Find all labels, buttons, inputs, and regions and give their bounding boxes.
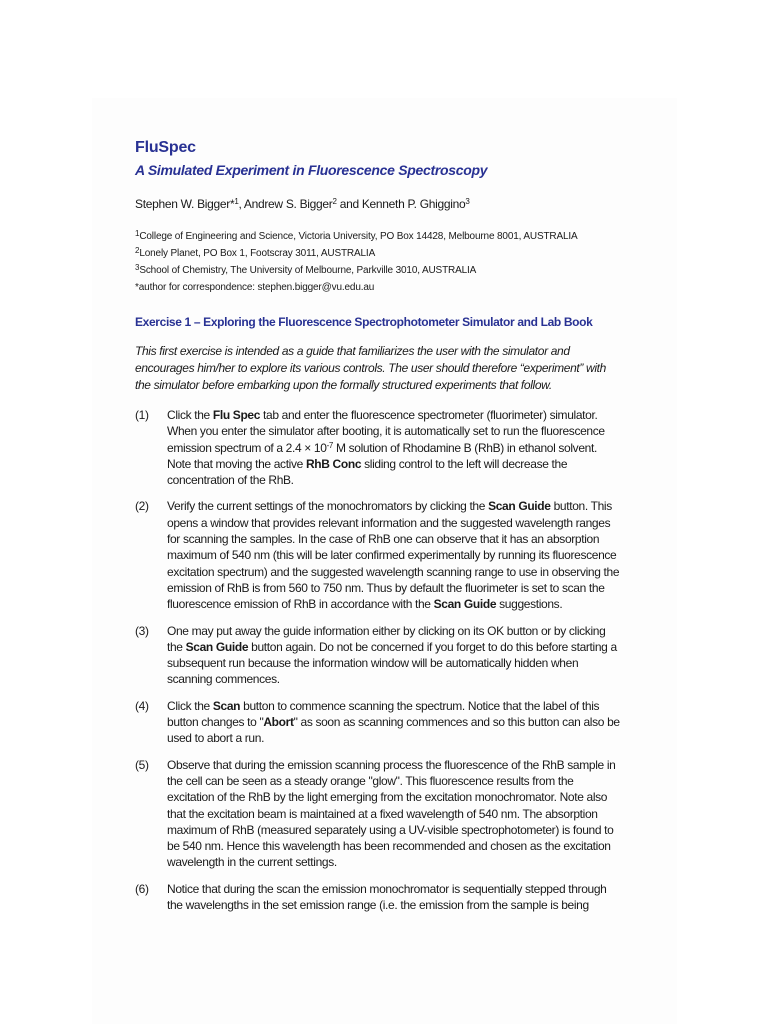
author-line bbox=[135, 196, 620, 212]
item-text: Verify the current settings of the monochromators by clicking the Scan Guide button. This opens a window that provides relevant information and the suggested wavelength ranges for scanning the samples. In the case of RhB one can observe that it has an absorption maximum of 540 nm (this will be later confirmed experimentally by running its fluorescence excitation spectrum) and the suggested wavelength scanning range to use in observing the emission of RhB is from 560 to 750 nm. Thus by default the fluorimeter is set to scan the fluorescence emission of RhB in accordance with the Scan Guide suggestions. bbox=[167, 499, 620, 612]
author-3: and Kenneth P. Ghiggino bbox=[336, 197, 466, 211]
exercise-intro: This first exercise is intended as a guide that familiarizes the user with the simulator and encourages him/her to explore its various controls. The user should therefore “experiment” with the simulator before embarking upon the formally structured experiments that follow. bbox=[135, 344, 606, 392]
item-number: (2) bbox=[135, 499, 149, 514]
bold-term: Flu Spec bbox=[212, 408, 261, 422]
list-item bbox=[135, 498, 620, 612]
affiliation-3-sup: 3 bbox=[135, 263, 140, 272]
list-item bbox=[135, 881, 620, 914]
item-text: Click the Scan button to commence scanning the spectrum. Notice that the label of this button changes to "Abort" as soon as scanning commences and so this button can also be used to abort a run. bbox=[167, 698, 620, 746]
document-subtitle: A Simulated Experiment in Fluorescence Spectroscopy bbox=[135, 162, 488, 178]
list-item bbox=[135, 407, 620, 488]
correspondence-note bbox=[135, 279, 620, 296]
item-number: (6) bbox=[135, 881, 149, 896]
instruction-list bbox=[135, 407, 620, 913]
affiliation-3 bbox=[135, 262, 620, 279]
bold-term: Scan Guide bbox=[433, 597, 497, 612]
item-text: One may put away the guide information either by clicking on its OK button or by clicking the Scan Guide button again. Do not be concerned if you forget to do this before starting a subsequent run because the information window will be automatically hidden when scanning commences. bbox=[167, 623, 617, 687]
list-item bbox=[135, 623, 620, 688]
author-3-sup: 3 bbox=[465, 197, 470, 206]
affiliations bbox=[135, 228, 620, 296]
document-title: FluSpec bbox=[135, 139, 196, 156]
author-2-sup: 2 bbox=[332, 197, 337, 206]
item-number: (1) bbox=[135, 408, 149, 422]
affiliation-1-text: College of Engineering and Science, Victoria University, PO Box 14428, Melbourne 8001, AUSTRALIA bbox=[139, 231, 578, 242]
item-number: (4) bbox=[135, 698, 149, 713]
document-content bbox=[135, 138, 620, 923]
bold-term: Scan bbox=[212, 698, 241, 713]
list-item bbox=[135, 757, 620, 871]
item-text: Click the Flu Spec tab and enter the fluorescence spectrometer (fluorimeter) simulator. When you enter the simulator after booting, it is automatically set to run the fluorescence emission spectrum of a $2.4 \times 10^{-7}$ M solution of Rhodamine B (RhB) in ethanol solvent. Note that moving the active RhB Conc sliding control to the left will decrease the concentration of the RhB. bbox=[167, 408, 605, 488]
exponent: -7 bbox=[326, 440, 333, 450]
item-number: (5) bbox=[135, 757, 149, 772]
item-text: Observe that during the emission scanning process the fluorescence of the RhB sample in the cell can be seen as a steady orange "glow". This fluorescence results from the excitation of the RhB by the light emerging from the excitation monochromator. Note also that the excitation beam is maintained at a fixed wavelength of 540 nm. The absorption maximum of RhB (measured separately using a UV-visible spectrophotometer) is found to be 540 nm. Hence this wavelength has been recommended and chosen as the excitation wavelength in the current settings. bbox=[167, 757, 616, 870]
affiliation-1-sup: 1 bbox=[135, 229, 140, 238]
item-text: Notice that during the scan the emission monochromator is sequentially stepped through the wavelengths in the set emission range (i.e. the emission from the sample is being bbox=[167, 881, 607, 913]
correspondence-text: *author for correspondence: stephen.bigger@vu.edu.au bbox=[135, 282, 375, 293]
bold-term: RhB Conc bbox=[305, 456, 362, 471]
author-1: Stephen W. Bigger* bbox=[135, 197, 235, 211]
exercise-heading: Exercise 1 – Exploring the Fluorescence Spectrophotometer Simulator and Lab Book bbox=[135, 315, 593, 329]
affiliation-2-sup: 2 bbox=[135, 246, 140, 255]
bold-term: Abort bbox=[263, 715, 294, 730]
affiliation-3-text: School of Chemistry, The University of Melbourne, Parkville 3010, AUSTRALIA bbox=[139, 265, 477, 276]
author-1-sup: 1 bbox=[234, 197, 239, 206]
list-item bbox=[135, 698, 620, 747]
affiliation-2 bbox=[135, 245, 620, 262]
bold-term: Scan Guide bbox=[185, 639, 249, 654]
item-number: (3) bbox=[135, 623, 149, 638]
affiliation-2-text: Lonely Planet, PO Box 1, Footscray 3011, AUSTRALIA bbox=[139, 248, 376, 259]
author-2: , Andrew S. Bigger bbox=[238, 197, 333, 211]
affiliation-1 bbox=[135, 228, 620, 245]
bold-term: Scan Guide bbox=[488, 499, 551, 514]
